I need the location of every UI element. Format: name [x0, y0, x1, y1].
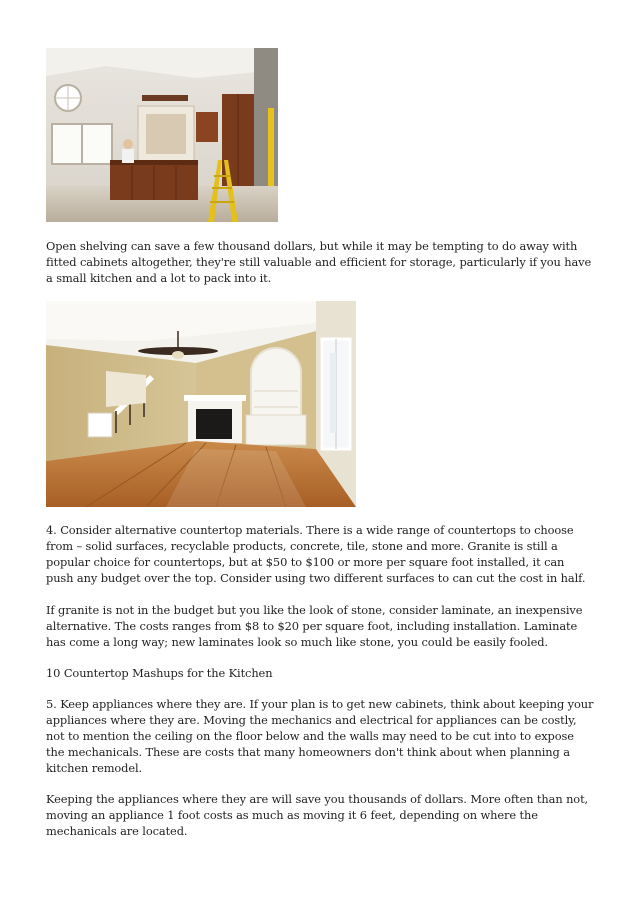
- kitchen-renovation-photo: [46, 48, 278, 222]
- living-room-photo: [46, 301, 356, 507]
- countertop-mashups-link[interactable]: 10 Countertop Mashups for the Kitchen: [46, 666, 273, 680]
- appliance-savings-paragraph: Keeping the appliances where they are will save you thousands of dollars. More often than not, moving an appliance 1 foot costs as much as moving it 6 feet, depending on where the mechanicals are located.: [46, 792, 589, 838]
- keep-appliances-paragraph: 5. Keep appliances where they are. If your plan is to get new cabinets, think about keeping your appliances where they are. Moving the mechanics and electrical for appliances can be costly, not to mention the ceiling on the floor below and the walls may need to be cut into to expose the mechanicals. These are costs that many homeowners don't think about when planning a kitchen remodel.: [46, 697, 594, 775]
- laminate-paragraph: If granite is not in the budget but you like the look of stone, consider laminate, an inexpensive alternative. The costs ranges from $8 to $20 per square foot, including installation. Laminate has come a long way; new laminates look so much like stone, you could be easily fooled.: [46, 603, 583, 649]
- open-shelving-paragraph: Open shelving can save a few thousand dollars, but while it may be tempting to do away with fitted cabinets altogether, they're still valuable and efficient for storage, particularly if you have a small kitchen and a lot to pack into it.: [46, 239, 592, 285]
- countertop-materials-paragraph: 4. Consider alternative countertop materials. There is a wide range of countertops to choose from – solid surfaces, recyclable products, concrete, tile, stone and more. Granite is still a popular choice for countertops, but at $50 to $100 or more per square foot installed, it can push any budget over the top. Consider using two different surfaces to can cut the cost in half.: [46, 523, 586, 585]
